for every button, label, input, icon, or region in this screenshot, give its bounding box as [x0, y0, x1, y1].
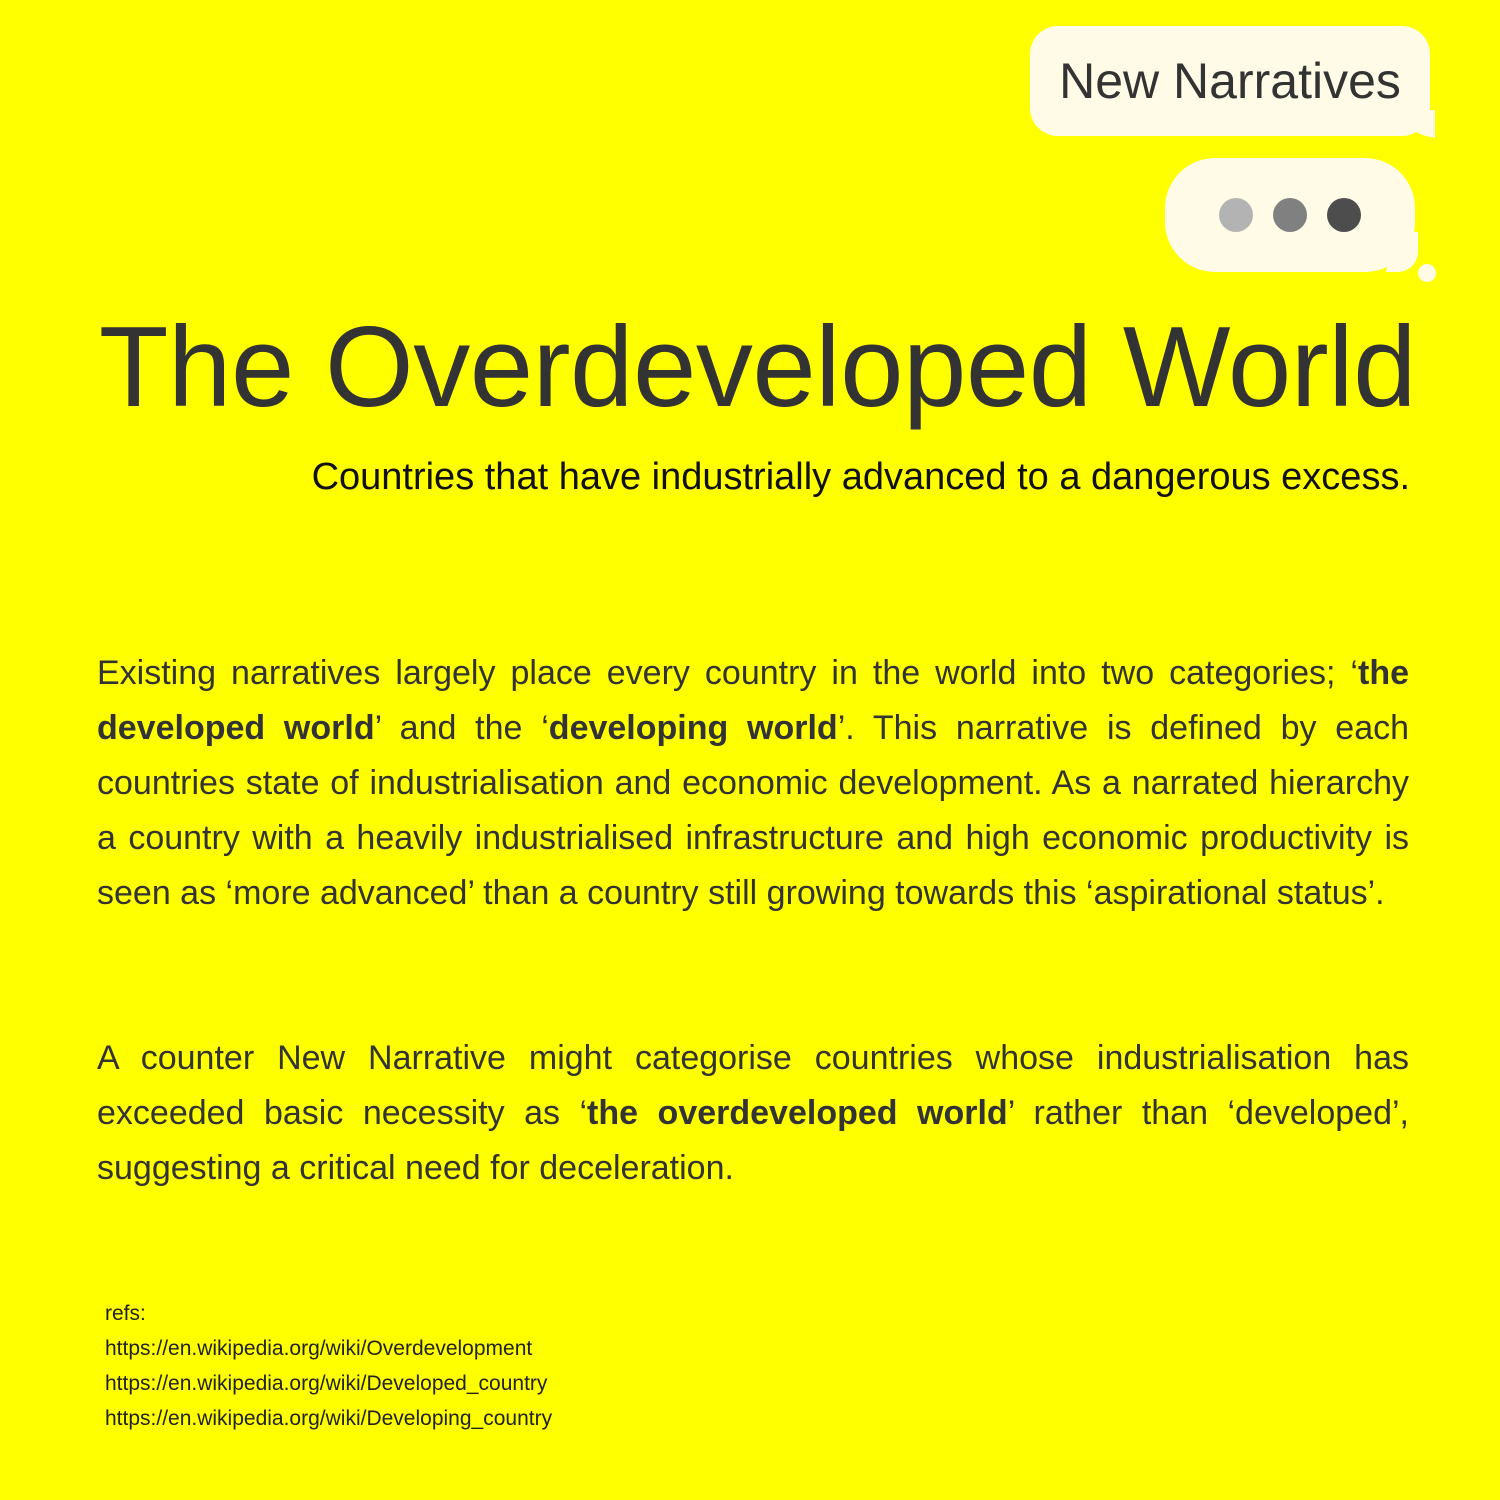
- paragraph2-term-overdeveloped: the overdeveloped world: [587, 1094, 1008, 1132]
- typing-indicator-bubble: [1165, 158, 1415, 272]
- typing-dot-1: [1219, 198, 1253, 232]
- paragraph1-text-2: ’ and the ‘: [374, 709, 549, 747]
- paragraph1-text-3: ’. This narrative is defined by each countries state of industrialisation and economic development. As a narrated hierarchy a country with a heavily industrialised infrastructure and high economic productivity is seen as ‘more advanced’ than a country still growing towards this ‘aspirational status’.: [97, 709, 1410, 912]
- ref-link-developing-country[interactable]: https://en.wikipedia.org/wiki/Developing_country: [105, 1407, 553, 1430]
- typing-dot-2: [1273, 198, 1307, 232]
- page-title: The Overdeveloped World: [98, 304, 1416, 431]
- paragraph1-term-developing: developing world: [548, 709, 838, 747]
- refs-label: refs:: [105, 1302, 146, 1325]
- paragraph2-text-1: A counter New Narrative might categorise countries whose industrialisation has exceeded basic necessity as ‘: [97, 1039, 1409, 1132]
- new-narratives-bubble: [1030, 26, 1430, 136]
- paragraph-existing-narratives: [97, 646, 1409, 921]
- references: [105, 1296, 552, 1436]
- typing-dot-3: [1327, 198, 1361, 232]
- paragraph1-text-1: Existing narratives largely place every country in the world into two categories; ‘: [97, 654, 1358, 692]
- page-subtitle: Countries that have industrially advanced to a dangerous excess.: [311, 456, 1410, 498]
- paragraph1-term-developed: the developed world: [97, 654, 1409, 747]
- paragraph2-text-2: ’ rather than ‘developed’, suggesting a critical need for deceleration.: [97, 1094, 1409, 1187]
- typing-bubble-small-dot: [1418, 264, 1436, 282]
- paragraph-counter-narrative: [97, 1031, 1409, 1196]
- ref-link-overdevelopment[interactable]: https://en.wikipedia.org/wiki/Overdevelopment: [105, 1337, 533, 1360]
- new-narratives-label: New Narratives: [1059, 53, 1401, 109]
- ref-link-developed-country[interactable]: https://en.wikipedia.org/wiki/Developed_country: [105, 1372, 548, 1395]
